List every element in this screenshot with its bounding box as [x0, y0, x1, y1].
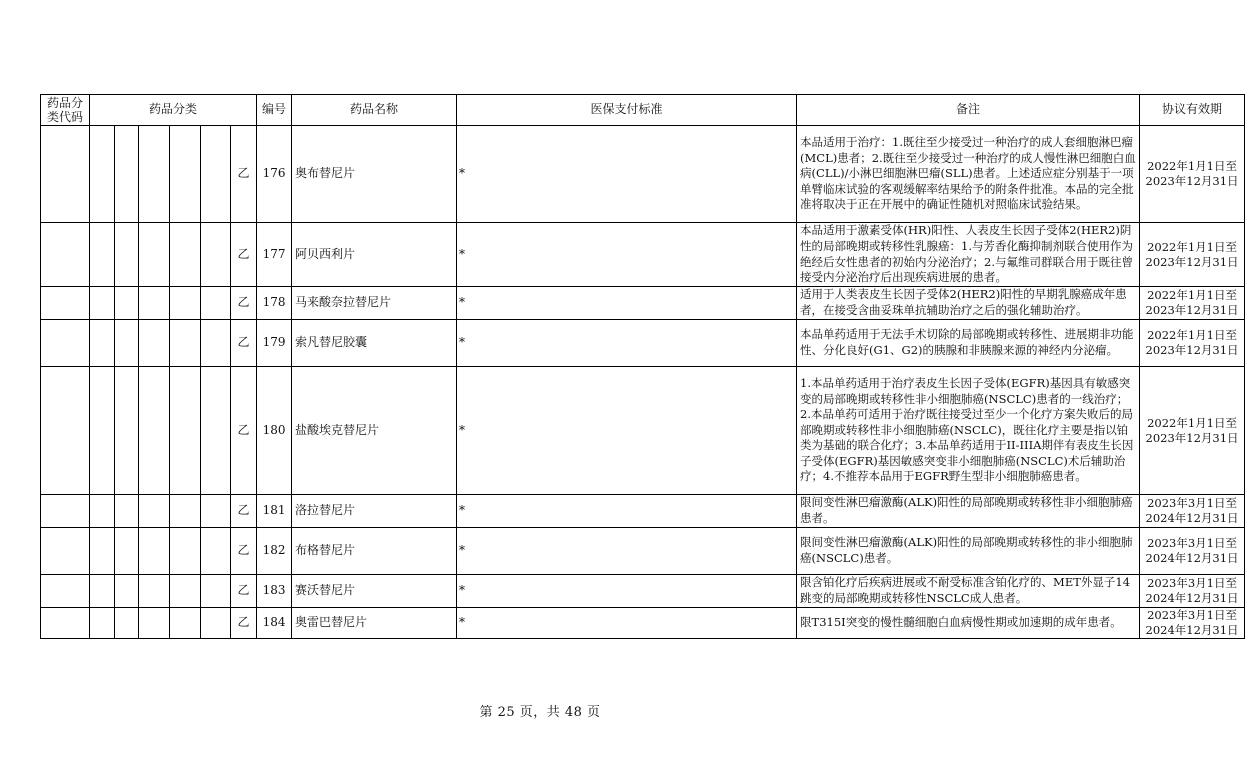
empty-category-cell	[90, 367, 115, 495]
empty-category-cell	[139, 223, 170, 287]
class-cell: 乙	[231, 223, 257, 287]
empty-category-cell	[139, 608, 170, 639]
empty-category-cell	[170, 575, 201, 608]
empty-category-cell	[41, 528, 90, 575]
class-cell: 乙	[231, 528, 257, 575]
payment-standard-cell: *	[457, 575, 797, 608]
header-validity: 协议有效期	[1140, 95, 1245, 126]
empty-category-cell	[201, 575, 231, 608]
empty-category-cell	[139, 320, 170, 367]
number-cell: 183	[257, 575, 292, 608]
class-cell: 乙	[231, 608, 257, 639]
class-cell: 乙	[231, 287, 257, 320]
remark-cell: 限间变性淋巴瘤激酶(ALK)阳性的局部晚期或转移性非小细胞肺癌患者。	[797, 495, 1140, 528]
empty-category-cell	[170, 126, 201, 223]
empty-category-cell	[41, 287, 90, 320]
empty-category-cell	[201, 223, 231, 287]
header-payment-standard: 医保支付标准	[457, 95, 797, 126]
payment-standard-cell: *	[457, 320, 797, 367]
empty-category-cell	[90, 287, 115, 320]
payment-standard-cell: *	[457, 223, 797, 287]
empty-category-cell	[201, 287, 231, 320]
number-cell: 176	[257, 126, 292, 223]
payment-standard-cell: *	[457, 287, 797, 320]
validity-end: 2023年12月31日	[1145, 343, 1239, 357]
empty-category-cell	[41, 495, 90, 528]
empty-category-cell	[41, 223, 90, 287]
drug-name-cell: 索凡替尼胶囊	[292, 320, 457, 367]
empty-category-cell	[115, 223, 139, 287]
empty-category-cell	[139, 287, 170, 320]
empty-category-cell	[41, 320, 90, 367]
number-cell: 180	[257, 367, 292, 495]
validity-start: 2022年1月1日至	[1147, 239, 1237, 254]
table-row	[41, 575, 1245, 608]
validity-cell	[1140, 575, 1245, 608]
empty-category-cell	[90, 320, 115, 367]
validity-start: 2022年1月1日至	[1147, 328, 1237, 342]
empty-category-cell	[170, 528, 201, 575]
empty-category-cell	[90, 126, 115, 223]
class-cell: 乙	[231, 320, 257, 367]
empty-category-cell	[139, 575, 170, 608]
empty-category-cell	[115, 608, 139, 639]
empty-category-cell	[139, 367, 170, 495]
table-row	[41, 608, 1245, 639]
drug-name-cell: 盐酸埃克替尼片	[292, 367, 457, 495]
empty-category-cell	[90, 528, 115, 575]
validity-end: 2024年12月31日	[1145, 511, 1239, 525]
validity-cell	[1140, 320, 1245, 367]
validity-start: 2022年1月1日至	[1147, 415, 1237, 430]
empty-category-cell	[170, 223, 201, 287]
empty-category-cell	[139, 495, 170, 528]
empty-category-cell	[201, 367, 231, 495]
remark-cell: 本品适用于激素受体(HR)阳性、人表皮生长因子受体2(HER2)阴性的局部晚期或转移性乳腺癌：1.与芳香化酶抑制剂联合使用作为绝经后女性患者的初始内分泌治疗；2.与氟维司群联合用于既往曾接受内分泌治疗后出现疾病进展的患者。	[797, 223, 1140, 287]
validity-cell	[1140, 495, 1245, 528]
header-category-code: 药品分类代码	[41, 95, 90, 126]
table-row	[41, 528, 1245, 575]
empty-category-cell	[201, 528, 231, 575]
drug-name-cell: 奥布替尼片	[292, 126, 457, 223]
drug-name-cell: 洛拉替尼片	[292, 495, 457, 528]
validity-end: 2023年12月31日	[1145, 430, 1239, 445]
page-number: 第 25 页，共 48 页	[479, 705, 601, 720]
table-header-row	[41, 95, 1245, 126]
drug-name-cell: 马来酸奈拉替尼片	[292, 287, 457, 320]
empty-category-cell	[201, 126, 231, 223]
validity-start: 2023年3月1日至	[1147, 496, 1237, 510]
empty-category-cell	[115, 575, 139, 608]
validity-cell	[1140, 126, 1245, 223]
remark-cell: 本品适用于治疗：1.既往至少接受过一种治疗的成人套细胞淋巴瘤(MCL)患者；2.既往至少接受过一种治疗的成人慢性淋巴细胞白血病(CLL)/小淋巴细胞淋巴瘤(SLL)患者。上述适应症分别基于一项单臂临床试验的客观缓解率结果给予的附条件批准。本品的完全批准将取决于正在开展中的确证性随机对照临床试验结果。	[797, 126, 1140, 223]
number-cell: 184	[257, 608, 292, 639]
empty-category-cell	[115, 126, 139, 223]
validity-end: 2023年12月31日	[1145, 303, 1239, 317]
validity-start: 2022年1月1日至	[1147, 288, 1237, 302]
validity-start: 2023年3月1日至	[1147, 576, 1237, 590]
header-number: 编号	[257, 95, 292, 126]
empty-category-cell	[90, 608, 115, 639]
empty-category-cell	[90, 575, 115, 608]
validity-start: 2023年3月1日至	[1147, 536, 1237, 550]
class-cell: 乙	[231, 126, 257, 223]
validity-cell	[1140, 608, 1245, 639]
drug-name-cell: 赛沃替尼片	[292, 575, 457, 608]
payment-standard-cell: *	[457, 367, 797, 495]
empty-category-cell	[115, 495, 139, 528]
empty-category-cell	[170, 608, 201, 639]
header-drug-name: 药品名称	[292, 95, 457, 126]
empty-category-cell	[90, 495, 115, 528]
table-row	[41, 126, 1245, 223]
number-cell: 182	[257, 528, 292, 575]
drug-name-cell: 布格替尼片	[292, 528, 457, 575]
validity-end: 2024年12月31日	[1145, 591, 1239, 605]
validity-end: 2023年12月31日	[1145, 174, 1239, 188]
empty-category-cell	[41, 575, 90, 608]
remark-cell: 适用于人类表皮生长因子受体2(HER2)阳性的早期乳腺癌成年患者，在接受含曲妥珠单抗辅助治疗之后的强化辅助治疗。	[797, 287, 1140, 320]
table-row	[41, 287, 1245, 320]
empty-category-cell	[90, 223, 115, 287]
remark-cell: 1.本品单药适用于治疗表皮生长因子受体(EGFR)基因具有敏感突变的局部晚期或转移性非小细胞肺癌(NSCLC)患者的一线治疗；2.本品单药可适用于治疗既往接受过至少一个化疗方案失败后的局部晚期或转移性非小细胞肺癌(NSCLC)，既往化疗主要是指以铂类为基础的联合化疗；3.本品单药适用于II-IIIA期伴有表皮生长因子受体(EGFR)基因敏感突变非小细胞肺癌(NSCLC)术后辅助治疗；4.不推荐本品用于EGFR野生型非小细胞肺癌患者。	[797, 367, 1140, 495]
empty-category-cell	[41, 126, 90, 223]
remark-cell: 限间变性淋巴瘤激酶(ALK)阳性的局部晚期或转移性的非小细胞肺癌(NSCLC)患者。	[797, 528, 1140, 575]
payment-standard-cell: *	[457, 608, 797, 639]
payment-standard-cell: *	[457, 126, 797, 223]
empty-category-cell	[201, 495, 231, 528]
header-remark: 备注	[797, 95, 1140, 126]
empty-category-cell	[170, 495, 201, 528]
number-cell: 178	[257, 287, 292, 320]
class-cell: 乙	[231, 367, 257, 495]
empty-category-cell	[170, 320, 201, 367]
remark-cell: 限T315I突变的慢性髓细胞白血病慢性期或加速期的成年患者。	[797, 608, 1140, 639]
empty-category-cell	[170, 367, 201, 495]
empty-category-cell	[115, 367, 139, 495]
validity-start: 2023年3月1日至	[1147, 608, 1237, 622]
header-category: 药品分类	[90, 95, 257, 126]
remark-cell: 限含铂化疗后疾病进展或不耐受标准含铂化疗的、MET外显子14跳变的局部晚期或转移性NSCLC成人患者。	[797, 575, 1140, 608]
validity-cell	[1140, 287, 1245, 320]
drug-catalog-table	[40, 94, 1245, 639]
validity-start: 2022年1月1日至	[1147, 159, 1237, 173]
validity-end: 2024年12月31日	[1145, 551, 1239, 565]
validity-cell	[1140, 367, 1245, 495]
payment-standard-cell: *	[457, 495, 797, 528]
table-row	[41, 320, 1245, 367]
validity-cell	[1140, 528, 1245, 575]
table-row	[41, 223, 1245, 287]
empty-category-cell	[139, 126, 170, 223]
validity-cell	[1140, 223, 1245, 287]
remark-cell: 本品单药适用于无法手术切除的局部晚期或转移性、进展期非功能性、分化良好(G1、G2)的胰腺和非胰腺来源的神经内分泌瘤。	[797, 320, 1140, 367]
table-row	[41, 495, 1245, 528]
number-cell: 177	[257, 223, 292, 287]
number-cell: 181	[257, 495, 292, 528]
validity-end: 2024年12月31日	[1145, 623, 1239, 637]
validity-end: 2023年12月31日	[1145, 254, 1239, 269]
empty-category-cell	[170, 287, 201, 320]
class-cell: 乙	[231, 575, 257, 608]
empty-category-cell	[115, 287, 139, 320]
empty-category-cell	[201, 320, 231, 367]
class-cell: 乙	[231, 495, 257, 528]
table-row	[41, 367, 1245, 495]
empty-category-cell	[41, 608, 90, 639]
payment-standard-cell: *	[457, 528, 797, 575]
number-cell: 179	[257, 320, 292, 367]
empty-category-cell	[41, 367, 90, 495]
empty-category-cell	[139, 528, 170, 575]
drug-name-cell: 奥雷巴替尼片	[292, 608, 457, 639]
empty-category-cell	[115, 320, 139, 367]
empty-category-cell	[201, 608, 231, 639]
empty-category-cell	[115, 528, 139, 575]
drug-name-cell: 阿贝西利片	[292, 223, 457, 287]
